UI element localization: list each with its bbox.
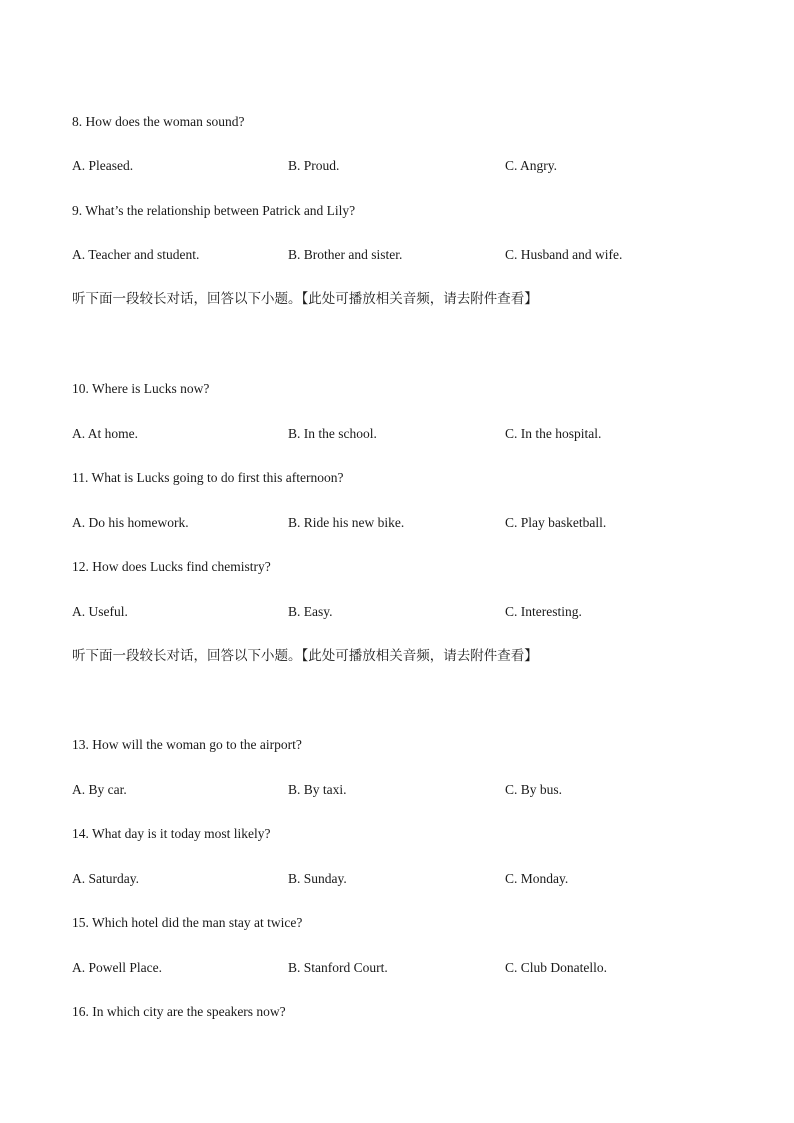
option-c: C. Husband and wife. [505,247,623,262]
options-15 [72,960,752,976]
option-a: A. Teacher and student. [72,247,200,262]
options-14 [72,871,752,887]
question-12: 12. How does Lucks find chemistry? [72,559,271,574]
option-b: B. Brother and sister. [288,247,403,262]
option-a: A. Powell Place. [72,960,162,975]
options-8 [72,158,752,174]
question-16: 16. In which city are the speakers now? [72,1004,286,1019]
question-14: 14. What day is it today most likely? [72,826,271,841]
options-12 [72,604,752,620]
option-c: C. By bus. [505,782,563,797]
option-c: C. Play basketball. [505,515,607,530]
option-b: B. Proud. [288,158,340,173]
option-b: B. Stanford Court. [288,960,388,975]
option-b: B. In the school. [288,426,377,441]
options-11 [72,515,752,531]
option-b: B. By taxi. [288,782,347,797]
question-13: 13. How will the woman go to the airport? [72,737,302,752]
option-a: A. Useful. [72,604,128,619]
option-a: A. Do his homework. [72,515,189,530]
question-10: 10. Where is Lucks now? [72,381,210,396]
option-a: A. Saturday. [72,871,139,886]
option-b: B. Ride his new bike. [288,515,405,530]
options-13 [72,782,752,798]
option-c: C. Monday. [505,871,569,886]
options-10 [72,426,752,442]
question-11: 11. What is Lucks going to do first this afternoon? [72,470,344,485]
question-15: 15. Which hotel did the man stay at twice? [72,915,303,930]
listening-instruction: 听下面一段较长对话，回答以下小题。【此处可播放相关音频，请去附件查看】 [72,648,538,664]
option-c: C. Angry. [505,158,558,173]
option-b: B. Easy. [288,604,333,619]
listening-instruction: 听下面一段较长对话，回答以下小题。【此处可播放相关音频，请去附件查看】 [72,291,538,307]
option-a: A. At home. [72,426,138,441]
question-9: 9. What’s the relationship between Patrick and Lily? [72,203,356,218]
option-a: A. Pleased. [72,158,134,173]
options-9 [72,247,752,263]
option-c: C. Interesting. [505,604,582,619]
option-c: C. Club Donatello. [505,960,607,975]
question-8: 8. How does the woman sound? [72,114,245,129]
option-a: A. By car. [72,782,127,797]
option-c: C. In the hospital. [505,426,602,441]
option-b: B. Sunday. [288,871,347,886]
